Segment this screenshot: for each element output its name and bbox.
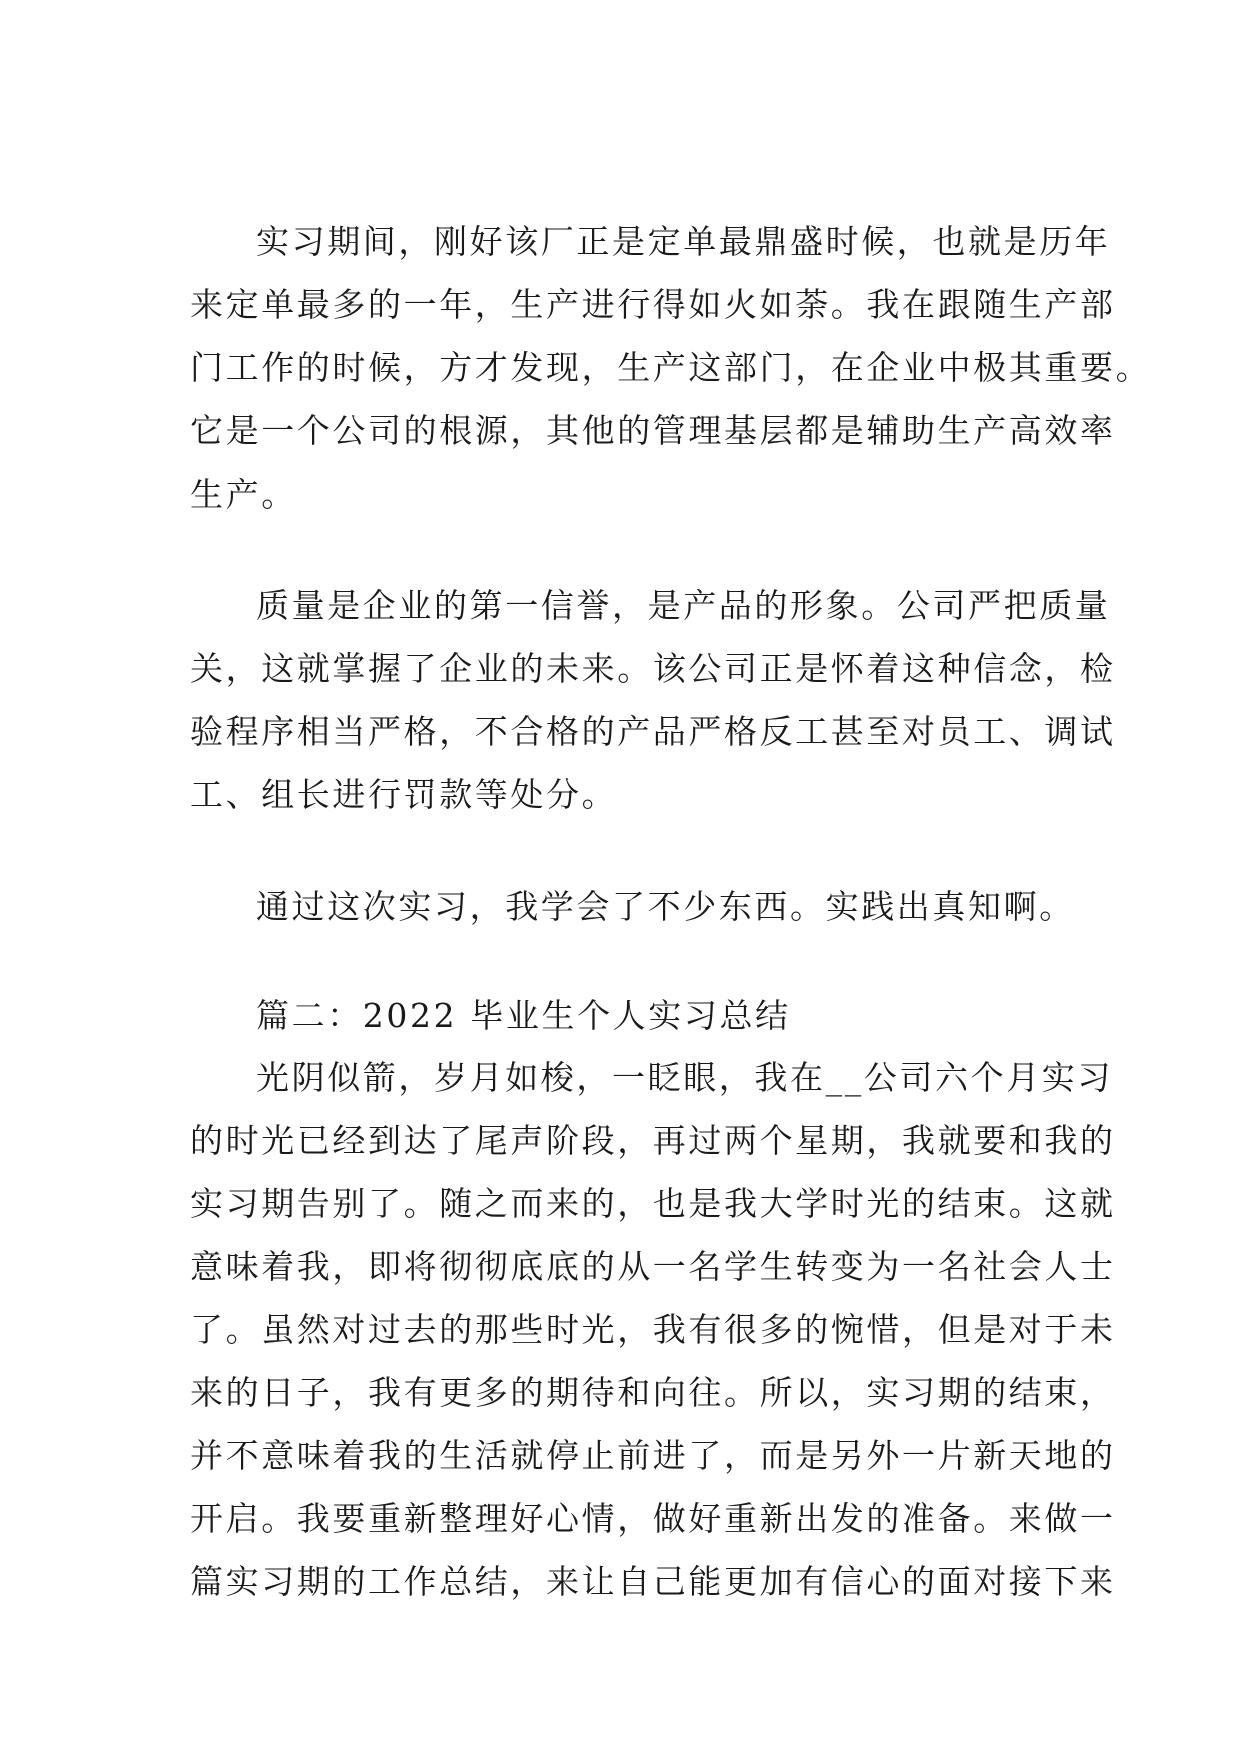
paragraph-1-line-1: 实习期间，刚好该厂正是定单最鼎盛时候，也就是历年 (256, 222, 1111, 261)
paragraph-1-line-3: 门工作的时候，方才发现，生产这部门，在企业中极其重要。 (190, 348, 1152, 387)
paragraph-4-line-4: 意味着我，即将彻彻底底的从一名学生转变为一名社会人士 (190, 1247, 1116, 1286)
paragraph-4-line-8: 开启。我要重新整理好心情，做好重新出发的准备。来做一 (190, 1499, 1116, 1538)
paragraph-1-line-2: 来定单最多的一年，生产进行得如火如荼。我在跟随生产部 (190, 285, 1116, 324)
paragraph-2-line-2: 关，这就掌握了企业的未来。该公司正是怀着这种信念，检 (190, 649, 1116, 688)
paragraph-2-line-3: 验程序相当严格，不合格的产品严格反工甚至对员工、调试 (190, 712, 1116, 751)
paragraph-3-line-1: 通过这次实习，我学会了不少东西。实践出真知啊。 (256, 887, 1075, 926)
paragraph-4-line-7: 并不意味着我的生活就停止前进了，而是另外一片新天地的 (190, 1436, 1116, 1475)
paragraph-4-line-9: 篇实习期的工作总结，来让自己能更加有信心的面对接下来 (190, 1562, 1116, 1601)
paragraph-4-line-1: 光阴似箭，岁月如梭，一眨眼，我在__公司六个月实习 (256, 1058, 1113, 1097)
paragraph-4-line-3: 实习期告别了。随之而来的，也是我大学时光的结束。这就 (190, 1184, 1116, 1223)
paragraph-4-line-6: 来的日子，我有更多的期待和向往。所以，实习期的结束， (190, 1373, 1116, 1412)
paragraph-1-line-5: 生产。 (190, 475, 297, 514)
paragraph-4-line-2: 的时光已经到达了尾声阶段，再过两个星期，我就要和我的 (190, 1121, 1116, 1160)
section-heading: 篇二：2022 毕业生个人实习总结 (256, 996, 791, 1035)
paragraph-4-line-5: 了。虽然对过去的那些时光，我有很多的惋惜，但是对于未 (190, 1310, 1116, 1349)
paragraph-2-line-1: 质量是企业的第一信誉，是产品的形象。公司严把质量 (256, 586, 1111, 625)
paragraph-2-line-4: 工、组长进行罚款等处分。 (190, 775, 618, 814)
paragraph-1-line-4: 它是一个公司的根源，其他的管理基层都是辅助生产高效率 (190, 411, 1116, 450)
